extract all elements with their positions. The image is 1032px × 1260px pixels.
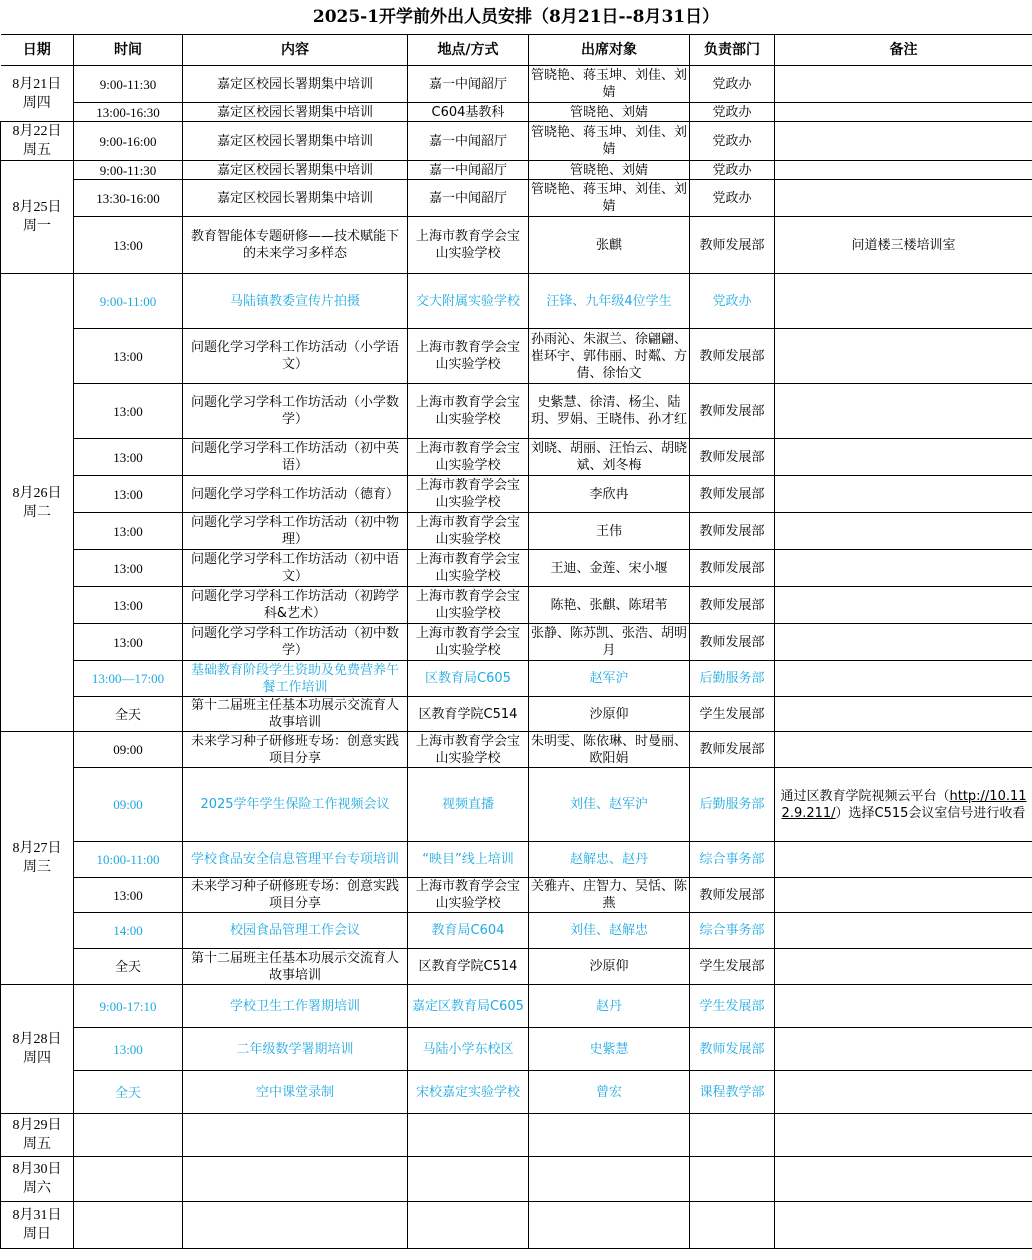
- time-cell: 13:00: [74, 550, 183, 587]
- department-cell: 综合事务部: [690, 913, 775, 949]
- content-cell: 校园食品管理工作会议: [183, 913, 408, 949]
- department-cell: 教师发展部: [690, 550, 775, 587]
- notes-cell: [775, 913, 1032, 949]
- notes-cell: [775, 842, 1032, 878]
- attendees-cell: 管晓艳、蒋玉坤、刘佳、刘婧: [529, 66, 690, 103]
- location-cell: 上海市教育学会宝山实验学校: [408, 217, 529, 274]
- location-cell: 嘉一中闻韶厅: [408, 66, 529, 103]
- weekday-label: 周五: [23, 143, 51, 158]
- content-cell: 嘉定区校园长署期集中培训: [183, 180, 408, 217]
- location-cell: 嘉定区教育局C605: [408, 985, 529, 1028]
- location-cell: 上海市教育学会宝山实验学校: [408, 384, 529, 439]
- location-cell: 嘉一中闻韶厅: [408, 122, 529, 161]
- location-cell: 上海市教育学会宝山实验学校: [408, 624, 529, 661]
- location-cell: 上海市教育学会宝山实验学校: [408, 550, 529, 587]
- attendees-cell: 刘晓、胡丽、汪怡云、胡晓斌、刘冬梅: [529, 439, 690, 476]
- notes-cell: [775, 103, 1032, 122]
- attendees-cell: 刘佳、赵解忠: [529, 913, 690, 949]
- notes-cell: [775, 1157, 1032, 1202]
- header-content: 内容: [183, 35, 408, 66]
- attendees-cell: [529, 1114, 690, 1157]
- content-cell: 第十二届班主任基本功展示交流育人故事培训: [183, 949, 408, 985]
- department-cell: 教师发展部: [690, 439, 775, 476]
- department-cell: 教师发展部: [690, 732, 775, 768]
- location-cell: 上海市教育学会宝山实验学校: [408, 329, 529, 384]
- notes-cell: [775, 384, 1032, 439]
- location-cell: 区教育学院C514: [408, 949, 529, 985]
- date-cell: [1, 1202, 74, 1249]
- attendees-cell: [529, 1157, 690, 1202]
- attendees-cell: 陈艳、张麒、陈珺苇: [529, 587, 690, 624]
- attendees-cell: 赵军沪: [529, 661, 690, 697]
- time-cell: 13:00: [74, 329, 183, 384]
- notes-cell: [775, 587, 1032, 624]
- content-cell: 嘉定区校园长署期集中培训: [183, 161, 408, 180]
- date-label: 8月25日: [12, 200, 62, 215]
- table-row: [1, 697, 1032, 732]
- time-cell: 10:00-11:00: [74, 842, 183, 878]
- table-row: [1, 513, 1032, 550]
- location-cell: 上海市教育学会宝山实验学校: [408, 439, 529, 476]
- department-cell: 党政办: [690, 122, 775, 161]
- time-cell: 13:00: [74, 878, 183, 913]
- notes-cell: [775, 161, 1032, 180]
- department-cell: [690, 1202, 775, 1249]
- notes-cell: [775, 476, 1032, 513]
- attendees-cell: 朱明雯、陈依琳、时曼丽、欧阳娟: [529, 732, 690, 768]
- department-cell: 学生发展部: [690, 949, 775, 985]
- attendees-cell: 沙原仰: [529, 697, 690, 732]
- time-cell: 09:00: [74, 768, 183, 842]
- table-row: [1, 103, 1032, 122]
- notes-cell: [775, 1028, 1032, 1071]
- table-row: [1, 66, 1032, 103]
- attendees-cell: [529, 1202, 690, 1249]
- table-row: [1, 913, 1032, 949]
- time-cell: 全天: [74, 949, 183, 985]
- attendees-cell: 张静、陈苏凯、张浩、胡明月: [529, 624, 690, 661]
- time-cell: 9:00-11:30: [74, 161, 183, 180]
- header-time: 时间: [74, 35, 183, 66]
- notes-cell: [775, 439, 1032, 476]
- department-cell: 党政办: [690, 180, 775, 217]
- time-cell: 13:00: [74, 1028, 183, 1071]
- content-cell: [183, 1114, 408, 1157]
- content-cell: 2025学年学生保险工作视频会议: [183, 768, 408, 842]
- department-cell: 学生发展部: [690, 985, 775, 1028]
- attendees-cell: 管晓艳、刘婧: [529, 103, 690, 122]
- time-cell: 09:00: [74, 732, 183, 768]
- time-cell: 全天: [74, 697, 183, 732]
- notes-cell: [775, 1071, 1032, 1114]
- notes-cell: [775, 985, 1032, 1028]
- time-cell: 13:00—17:00: [74, 661, 183, 697]
- location-cell: 马陆小学东校区: [408, 1028, 529, 1071]
- notes-cell: [775, 661, 1032, 697]
- department-cell: 后勤服务部: [690, 661, 775, 697]
- attendees-cell: 史紫慧、徐清、杨尘、陆玥、罗娟、王晓伟、孙才红: [529, 384, 690, 439]
- department-cell: 综合事务部: [690, 842, 775, 878]
- attendees-cell: 刘佳、赵军沪: [529, 768, 690, 842]
- content-cell: 问题化学习学科工作坊活动（初中数学）: [183, 624, 408, 661]
- attendees-cell: 管晓艳、蒋玉坤、刘佳、刘婧: [529, 180, 690, 217]
- time-cell: 13:00: [74, 476, 183, 513]
- header-row: [1, 35, 1032, 66]
- date-label: 8月21日: [12, 76, 62, 92]
- notes-cell: [775, 697, 1032, 732]
- time-cell: 13:00-16:30: [74, 103, 183, 122]
- date-label: 8月26日: [12, 485, 62, 501]
- department-cell: 教师发展部: [690, 624, 775, 661]
- content-cell: 未来学习种子研修班专场：创意实践项目分享: [183, 732, 408, 768]
- time-cell: 13:30-16:00: [74, 180, 183, 217]
- time-cell: 13:00: [74, 217, 183, 274]
- attendees-cell: 管晓艳、刘婧: [529, 161, 690, 180]
- header-department: 负责部门: [690, 35, 775, 66]
- table-row: [1, 384, 1032, 439]
- content-cell: 问题化学习学科工作坊活动（小学数学）: [183, 384, 408, 439]
- content-cell: 基础教育阶段学生资助及免费营养午餐工作培训: [183, 661, 408, 697]
- table-row: [1, 985, 1032, 1028]
- department-cell: 教师发展部: [690, 1028, 775, 1071]
- attendees-cell: 史紫慧: [529, 1028, 690, 1071]
- content-cell: 马陆镇教委宣传片拍摄: [183, 274, 408, 329]
- department-cell: 教师发展部: [690, 878, 775, 913]
- content-cell: 第十二届班主任基本功展示交流育人故事培训: [183, 697, 408, 732]
- table-row: [1, 732, 1032, 768]
- content-cell: 二年级数学署期培训: [183, 1028, 408, 1071]
- location-cell: “映目”线上培训: [408, 842, 529, 878]
- time-cell: 9:00-16:00: [74, 122, 183, 161]
- department-cell: [690, 1157, 775, 1202]
- table-row: [1, 949, 1032, 985]
- content-cell: 嘉定区校园长署期集中培训: [183, 122, 408, 161]
- location-cell: 交大附属实验学校: [408, 274, 529, 329]
- table-row: [1, 768, 1032, 842]
- date-cell: [1, 985, 74, 1114]
- table-row: [1, 274, 1032, 329]
- note-text-suffix: ）选择C515会议室信号进行收看: [835, 805, 1026, 821]
- content-cell: 学校卫生工作署期培训: [183, 985, 408, 1028]
- location-cell: 上海市教育学会宝山实验学校: [408, 878, 529, 913]
- department-cell: 党政办: [690, 274, 775, 329]
- time-cell: 13:00: [74, 439, 183, 476]
- attendees-cell: 沙原仰: [529, 949, 690, 985]
- time-cell: [74, 1202, 183, 1249]
- location-cell: 区教育学院C514: [408, 697, 529, 732]
- location-cell: 上海市教育学会宝山实验学校: [408, 732, 529, 768]
- department-cell: 教师发展部: [690, 329, 775, 384]
- header-location: 地点/方式: [408, 35, 529, 66]
- attendees-cell: 关雅卉、庄智力、吴恬、陈燕: [529, 878, 690, 913]
- weekday-label: 周二: [23, 504, 51, 520]
- header-attendees: 出席对象: [529, 35, 690, 66]
- attendees-cell: 张麒: [529, 217, 690, 274]
- content-cell: [183, 1157, 408, 1202]
- notes-cell: [775, 732, 1032, 768]
- notes-cell: [775, 768, 1032, 842]
- attendees-cell: 李欣冉: [529, 476, 690, 513]
- notes-cell: [775, 513, 1032, 550]
- time-cell: 13:00: [74, 384, 183, 439]
- location-cell: C604基教科: [408, 103, 529, 122]
- date-cell: [1, 66, 74, 122]
- time-cell: 13:00: [74, 624, 183, 661]
- table-row: [1, 161, 1032, 180]
- notes-cell: [775, 329, 1032, 384]
- date-label: 8月28日: [12, 1032, 62, 1047]
- table-row: [1, 1157, 1032, 1202]
- notes-cell: [775, 624, 1032, 661]
- schedule-table: [0, 34, 1032, 1249]
- content-cell: 问题化学习学科工作坊活动（初中物理）: [183, 513, 408, 550]
- note-text-prefix: 通过区教育学院视频云平台（: [780, 788, 950, 804]
- table-row: [1, 1028, 1032, 1071]
- page-title: 2025-1开学前外出人员安排（8月21日--8月31日）: [312, 7, 720, 27]
- content-cell: 问题化学习学科工作坊活动（初跨学科&艺术）: [183, 587, 408, 624]
- time-cell: 13:00: [74, 587, 183, 624]
- department-cell: 教师发展部: [690, 217, 775, 274]
- table-row: [1, 661, 1032, 697]
- table-row: [1, 180, 1032, 217]
- table-row: [1, 1071, 1032, 1114]
- department-cell: 教师发展部: [690, 384, 775, 439]
- notes-cell: [775, 1202, 1032, 1249]
- time-cell: [74, 1157, 183, 1202]
- table-row: [1, 329, 1032, 384]
- header-notes: 备注: [775, 35, 1032, 66]
- department-cell: 党政办: [690, 161, 775, 180]
- content-cell: 空中课堂录制: [183, 1071, 408, 1114]
- content-cell: [183, 1202, 408, 1249]
- time-cell: 13:00: [74, 513, 183, 550]
- weekday-label: 周五: [23, 1137, 51, 1152]
- content-cell: 嘉定区校园长署期集中培训: [183, 66, 408, 103]
- location-cell: 教育局C604: [408, 913, 529, 949]
- location-cell: 区教育局C605: [408, 661, 529, 697]
- location-cell: 宋校嘉定实验学校: [408, 1071, 529, 1114]
- location-cell: [408, 1114, 529, 1157]
- date-label: 8月27日: [12, 841, 62, 856]
- location-cell: 视频直播: [408, 768, 529, 842]
- location-cell: 上海市教育学会宝山实验学校: [408, 476, 529, 513]
- department-cell: [690, 1114, 775, 1157]
- content-cell: 嘉定区校园长署期集中培训: [183, 103, 408, 122]
- table-row: [1, 1202, 1032, 1249]
- header-date: 日期: [1, 35, 74, 66]
- attendees-cell: 曾宏: [529, 1071, 690, 1114]
- department-cell: 教师发展部: [690, 587, 775, 624]
- time-cell: 14:00: [74, 913, 183, 949]
- department-cell: 党政办: [690, 103, 775, 122]
- date-label: 8月29日: [12, 1118, 62, 1133]
- location-cell: 上海市教育学会宝山实验学校: [408, 513, 529, 550]
- time-cell: 9:00-17:10: [74, 985, 183, 1028]
- content-cell: 未来学习种子研修班专场：创意实践项目分享: [183, 878, 408, 913]
- department-cell: 后勤服务部: [690, 768, 775, 842]
- department-cell: 课程教学部: [690, 1071, 775, 1114]
- table-row: [1, 878, 1032, 913]
- table-row: [1, 624, 1032, 661]
- date-cell: [1, 732, 74, 985]
- attendees-cell: 赵丹: [529, 985, 690, 1028]
- attendees-cell: 王伟: [529, 513, 690, 550]
- location-cell: [408, 1202, 529, 1249]
- notes-cell: [775, 122, 1032, 161]
- content-cell: 问题化学习学科工作坊活动（初中语文）: [183, 550, 408, 587]
- date-cell: [1, 1157, 74, 1202]
- content-cell: 问题化学习学科工作坊活动（德育）: [183, 476, 408, 513]
- notes-cell: 问道楼三楼培训室: [775, 217, 1032, 274]
- schedule-body: [1, 66, 1032, 1249]
- date-label: 8月31日: [12, 1208, 62, 1223]
- notes-cell: [775, 949, 1032, 985]
- attendees-cell: 孙雨沁、朱淑兰、徐翩翩、崔环宇、郭伟丽、时粼、方倩、徐怡文: [529, 329, 690, 384]
- content-cell: 教育智能体专题研修——技术赋能下的未来学习多样态: [183, 217, 408, 274]
- weekday-label: 周四: [23, 1051, 51, 1066]
- content-cell: 问题化学习学科工作坊活动（小学语文）: [183, 329, 408, 384]
- notes-cell: [775, 550, 1032, 587]
- table-row: [1, 587, 1032, 624]
- date-label: 8月22日: [12, 124, 62, 139]
- table-row: [1, 217, 1032, 274]
- notes-cell: [775, 1114, 1032, 1157]
- notes-cell: [775, 66, 1032, 103]
- department-cell: 党政办: [690, 66, 775, 103]
- time-cell: 全天: [74, 1071, 183, 1114]
- weekday-label: 周日: [23, 1227, 51, 1242]
- weekday-label: 周三: [23, 860, 51, 875]
- time-cell: [74, 1114, 183, 1157]
- table-row: [1, 122, 1032, 161]
- location-cell: 上海市教育学会宝山实验学校: [408, 587, 529, 624]
- content-cell: 问题化学习学科工作坊活动（初中英语）: [183, 439, 408, 476]
- department-cell: 教师发展部: [690, 476, 775, 513]
- time-cell: 9:00-11:00: [74, 274, 183, 329]
- table-row: [1, 476, 1032, 513]
- notes-cell: [775, 274, 1032, 329]
- content-cell: 学校食品安全信息管理平台专项培训: [183, 842, 408, 878]
- department-cell: 教师发展部: [690, 513, 775, 550]
- attendees-cell: 汪锋、九年级4位学生: [529, 274, 690, 329]
- note-url-link[interactable]: http://10.112.9.211/: [781, 788, 1027, 821]
- location-cell: [408, 1157, 529, 1202]
- weekday-label: 周六: [23, 1181, 51, 1196]
- attendees-cell: 王迪、金莲、宋小堰: [529, 550, 690, 587]
- notes-cell: [775, 878, 1032, 913]
- table-row: [1, 842, 1032, 878]
- date-cell: [1, 161, 74, 274]
- department-cell: 学生发展部: [690, 697, 775, 732]
- notes-cell: [775, 180, 1032, 217]
- table-row: [1, 550, 1032, 587]
- date-cell: [1, 122, 74, 161]
- date-cell: [1, 1114, 74, 1157]
- table-row: [1, 1114, 1032, 1157]
- table-row: [1, 439, 1032, 476]
- weekday-label: 周四: [22, 95, 51, 111]
- time-cell: 9:00-11:30: [74, 66, 183, 103]
- location-cell: 嘉一中闻韶厅: [408, 161, 529, 180]
- weekday-label: 周一: [23, 219, 51, 234]
- attendees-cell: 管晓艳、蒋玉坤、刘佳、刘婧: [529, 122, 690, 161]
- attendees-cell: 赵解忠、赵丹: [529, 842, 690, 878]
- date-cell: [1, 274, 74, 732]
- location-cell: 嘉一中闻韶厅: [408, 180, 529, 217]
- date-label: 8月30日: [12, 1162, 62, 1177]
